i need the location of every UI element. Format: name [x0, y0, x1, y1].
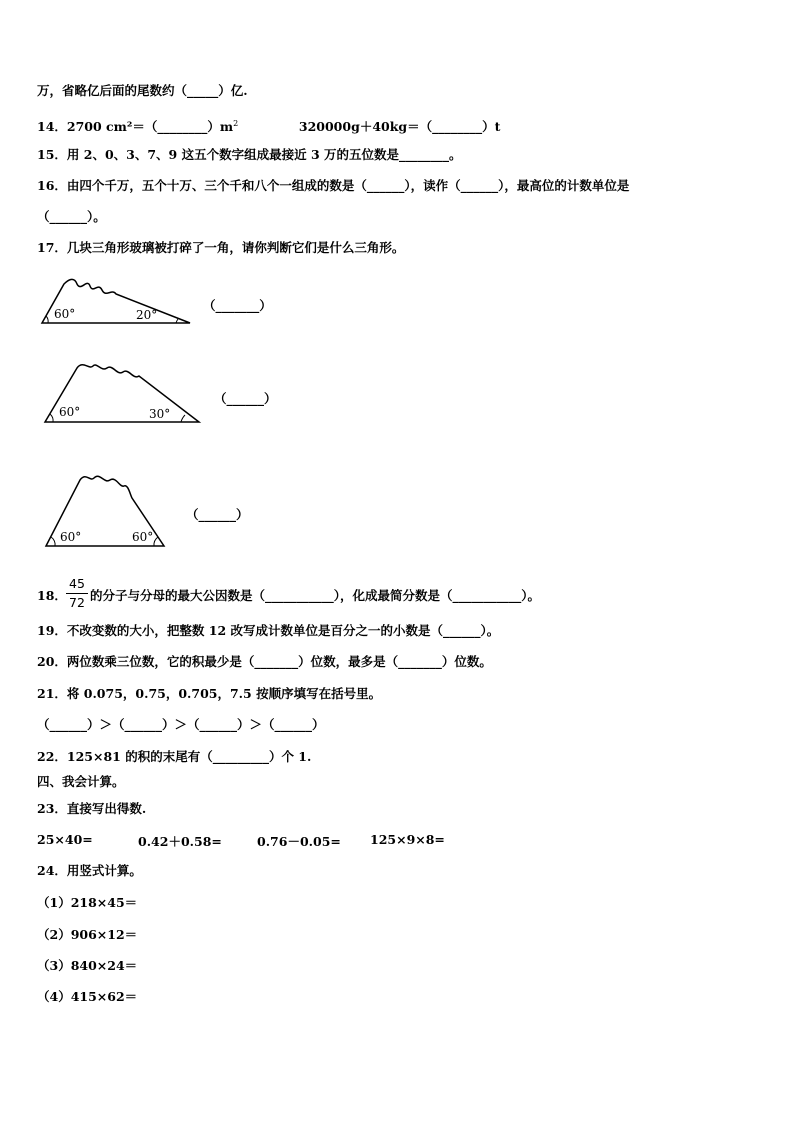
q24-item-4: （4）415×62＝: [37, 989, 138, 1004]
q17: 17．几块三角形玻璃被打碎了一角，请你判断它们是什么三角形。: [37, 240, 405, 255]
q24-item-2: （2）906×12＝: [37, 927, 138, 942]
q21-line2: （______）＞（______）＞（______）＞（______）: [37, 717, 325, 732]
q24-item-3: （3）840×24＝: [37, 958, 138, 973]
section-title: 四、我会计算。: [37, 774, 125, 789]
q16-line1: 16．由四个千万，五个十万、三个千和八个一组成的数是（______），读作（______），最高位的计数单位是: [37, 178, 630, 193]
fraction-bar: [66, 593, 88, 594]
tri2-angle-left: 60°: [59, 405, 81, 419]
tri2-angle-right: 30°: [149, 407, 171, 421]
q14-part2: 320000g＋40kg＝（________）t: [298, 119, 501, 135]
q14: [37, 116, 500, 135]
q18-text: 的分子与分母的最大公因数是（___________），化成最简分数是（___________）。: [90, 588, 541, 603]
q14-sup: 2: [233, 119, 239, 128]
tri3-angle-right: 60°: [132, 530, 154, 544]
q18-numerator: 45: [69, 576, 85, 591]
tri3-answer: （______）: [186, 507, 249, 522]
q13-tail: 万，省略亿后面的尾数约（_____）亿.: [37, 83, 248, 98]
q23-item-3: 0.76－0.05=: [257, 834, 341, 849]
q20: 20．两位数乘三位数，它的积最少是（_______）位数，最多是（_______）位数。: [37, 654, 492, 669]
tri3-angle-left: 60°: [60, 530, 82, 544]
q18-fraction: [66, 576, 88, 611]
broken-triangle-1: [40, 278, 195, 328]
tri1-angle-right: 20°: [136, 308, 158, 322]
q23-item-2: 0.42＋0.58=: [138, 834, 222, 849]
q23: 23．直接写出得数.: [37, 801, 147, 816]
tri1-angle-left: 60°: [54, 307, 76, 321]
q18-prefix: 18．: [37, 588, 67, 603]
q16-line2: （______）。: [37, 209, 106, 224]
q19: 19．不改变数的大小，把整数 12 改写成计数单位是百分之一的小数是（______）。: [37, 623, 500, 638]
tri2-answer: （______）: [214, 391, 277, 406]
q14-part1: 14．2700 cm²＝（________）m: [37, 119, 234, 135]
q18-denominator: 72: [69, 595, 85, 610]
q22: 22．125×81 的积的末尾有（_________）个 1.: [37, 749, 312, 764]
q15: 15．用 2、0、3、7、9 这五个数字组成最接近 3 万的五位数是________。: [37, 147, 462, 162]
broken-triangle-2: [43, 362, 203, 426]
q23-item-1: 25×40=: [37, 832, 93, 847]
q21-line1: 21．将 0.075，0.75，0.705，7.5 按顺序填写在括号里。: [37, 686, 382, 701]
broken-triangle-3: [44, 474, 168, 550]
tri1-answer: （_______）: [203, 298, 272, 313]
q24-item-1: （1）218×45＝: [37, 895, 138, 910]
q23-item-4: 125×9×8=: [370, 832, 445, 847]
q24: 24．用竖式计算。: [37, 863, 142, 878]
